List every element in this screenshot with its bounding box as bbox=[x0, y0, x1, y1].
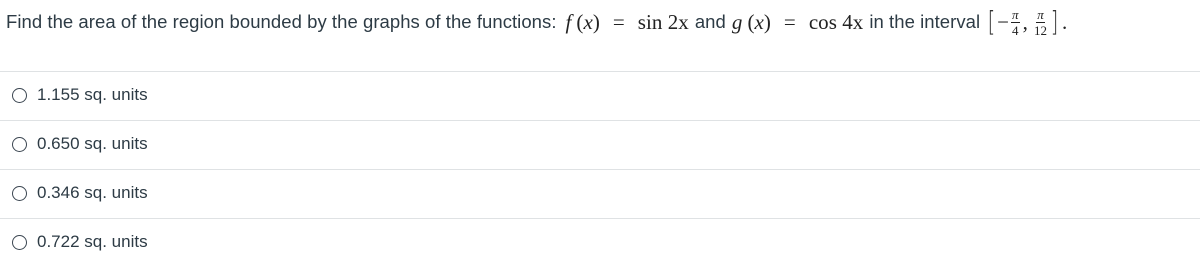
radio-button[interactable] bbox=[12, 88, 27, 103]
divider bbox=[0, 218, 1200, 219]
interval-math: [ − $\frac{\pi}{4}$ , $\frac{\pi}{12}$ ] . bbox=[987, 5, 1068, 38]
answer-label: 0.650 sq. units bbox=[37, 134, 148, 153]
right-bracket: ] bbox=[1050, 5, 1059, 38]
question-text bbox=[6, 2, 1196, 42]
divider bbox=[0, 71, 1200, 72]
interval-text: in the interval bbox=[869, 11, 981, 32]
answer-option-2[interactable] bbox=[12, 129, 148, 159]
answer-option-1[interactable] bbox=[12, 80, 148, 110]
g-expression: cos 4x bbox=[808, 9, 864, 34]
and-text: and bbox=[694, 11, 726, 32]
f-function-math: f ( x ) = sin 2x bbox=[565, 9, 689, 34]
f-expression: sin 2x bbox=[637, 9, 689, 34]
radio-button[interactable] bbox=[12, 186, 27, 201]
interval-right-fraction: $\frac{\pi}{12}$ bbox=[1033, 6, 1048, 38]
interval-left-fraction: $\frac{\pi}{4}$ bbox=[1012, 6, 1019, 38]
answer-label: 0.346 sq. units bbox=[37, 183, 148, 202]
g-name: g bbox=[731, 9, 743, 34]
radio-button[interactable] bbox=[12, 235, 27, 250]
answer-option-3[interactable] bbox=[12, 178, 148, 208]
divider bbox=[0, 169, 1200, 170]
g-function-math: g ( x ) = cos 4x bbox=[731, 9, 864, 34]
left-bracket: [ bbox=[987, 5, 996, 38]
answer-option-4[interactable] bbox=[12, 227, 148, 257]
question-lead: Find the area of the region bounded by the graphs of the functions: bbox=[6, 11, 557, 32]
divider bbox=[0, 120, 1200, 121]
answer-label: 1.155 sq. units bbox=[37, 85, 148, 104]
radio-button[interactable] bbox=[12, 137, 27, 152]
answer-label: 0.722 sq. units bbox=[37, 232, 148, 251]
f-name: f bbox=[565, 9, 572, 34]
